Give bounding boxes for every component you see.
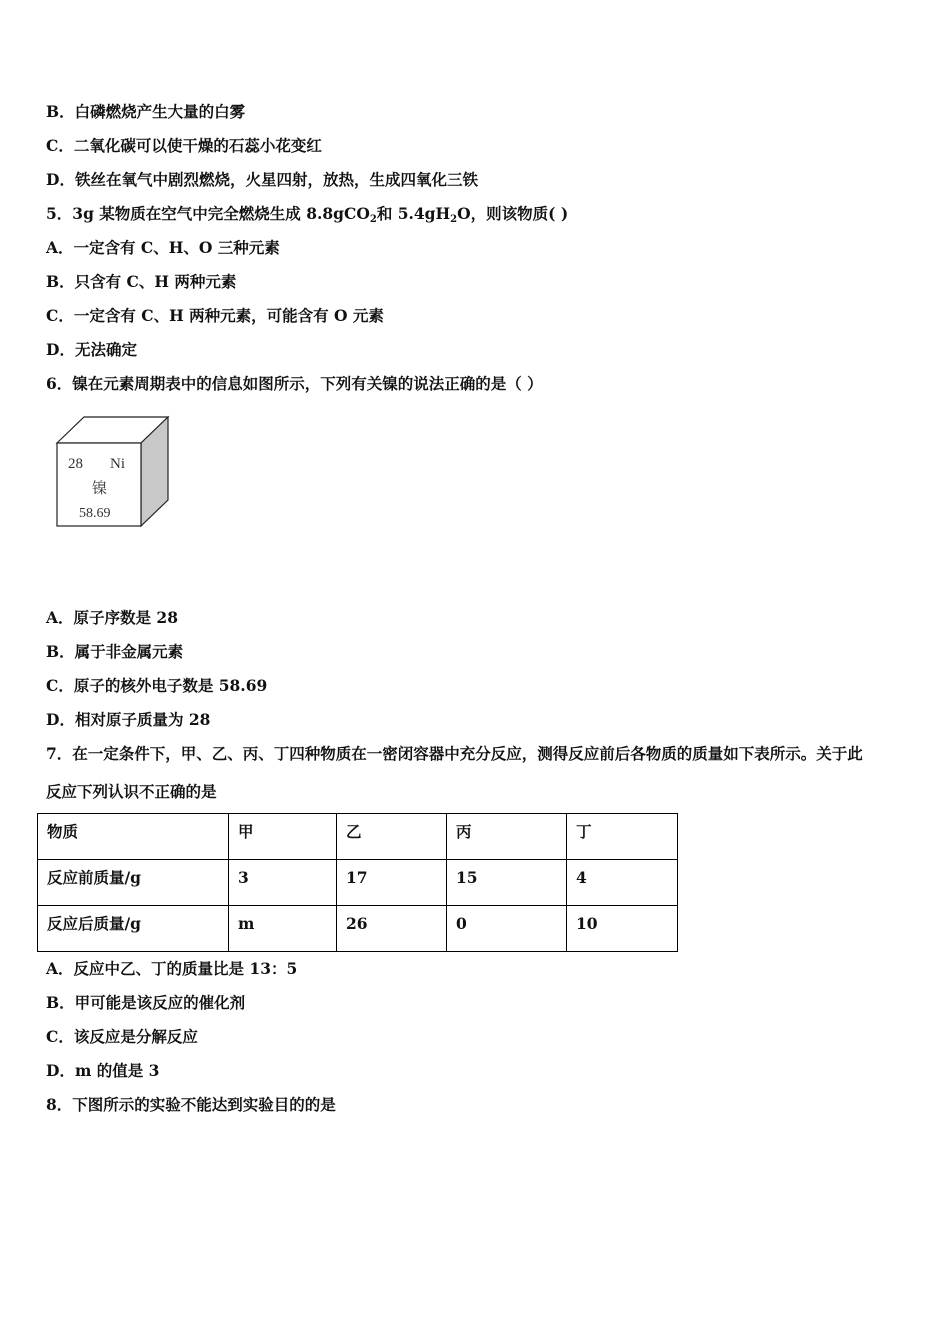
- table-header-row: [38, 814, 678, 860]
- table-cell: 15: [447, 860, 567, 906]
- table-cell: 丁: [567, 814, 678, 860]
- q5-option-b: B．只含有 C、H 两种元素: [46, 272, 237, 291]
- table-cell: 26: [337, 906, 447, 952]
- table-cell: 4: [567, 860, 678, 906]
- element-symbol: Ni: [110, 456, 125, 472]
- q4-option-c: C．二氧化碳可以使干燥的石蕊小花变红: [46, 136, 322, 155]
- table-cell: 物质: [38, 814, 229, 860]
- q6-option-b: B．属于非金属元素: [46, 642, 184, 661]
- table-cell: 17: [337, 860, 447, 906]
- element-number: 28: [68, 456, 83, 472]
- table-cell: 3: [229, 860, 337, 906]
- table-cell: 0: [447, 906, 567, 952]
- q6-stem: 6．镍在元素周期表中的信息如图所示，下列有关镍的说法正确的是（ ）: [46, 374, 543, 393]
- table-cell: 反应后质量/g: [38, 906, 229, 952]
- table-row: [38, 860, 678, 906]
- q4-option-d: D．铁丝在氧气中剧烈燃烧，火星四射，放热，生成四氧化三铁: [46, 170, 478, 189]
- q7-option-c: C．该反应是分解反应: [46, 1027, 198, 1046]
- q5-stem: 5．3g 某物质在空气中完全燃烧生成 8.8gCO$_2$和 $5.4gH_2O$，则该物质( ): [46, 204, 569, 225]
- q5-option-c: C．一定含有 C、H 两种元素，可能含有 O 元素: [46, 306, 384, 325]
- q6-option-d: D．相对原子质量为 28: [46, 710, 211, 729]
- q6-option-a: A．原子序数是 28: [46, 608, 178, 627]
- table-row: [38, 906, 678, 952]
- table-cell: 10: [567, 906, 678, 952]
- table-cell: 丙: [447, 814, 567, 860]
- nickel-element-cube: [55, 414, 175, 530]
- table-cell: 乙: [337, 814, 447, 860]
- table-cell: 反应前质量/g: [38, 860, 229, 906]
- q5-option-d: D．无法确定: [46, 340, 137, 359]
- q8-stem: 8．下图所示的实验不能达到实验目的的是: [46, 1095, 336, 1114]
- q7-option-b: B．甲可能是该反应的催化剂: [46, 993, 246, 1012]
- q7-option-d: D．m 的值是 3: [46, 1061, 160, 1080]
- element-mass: 58.69: [79, 506, 111, 521]
- mass-table: [37, 813, 678, 952]
- q6-option-c: C．原子的核外电子数是 58.69: [46, 676, 268, 695]
- q7-stem-line1: 7．在一定条件下，甲、乙、丙、丁四种物质在一密闭容器中充分反应，测得反应前后各物质的质量如下表所示。关于此: [46, 744, 863, 763]
- q7-option-a: A．反应中乙、丁的质量比是 13：5: [46, 959, 298, 978]
- q4-option-b: B．白磷燃烧产生大量的白雾: [46, 102, 246, 121]
- q5-option-a: A．一定含有 C、H、O 三种元素: [46, 238, 280, 257]
- q7-stem-line2: 反应下列认识不正确的是: [46, 782, 217, 801]
- table-cell: 甲: [229, 814, 337, 860]
- element-name: 镍: [92, 479, 108, 497]
- table-cell: m: [229, 906, 337, 952]
